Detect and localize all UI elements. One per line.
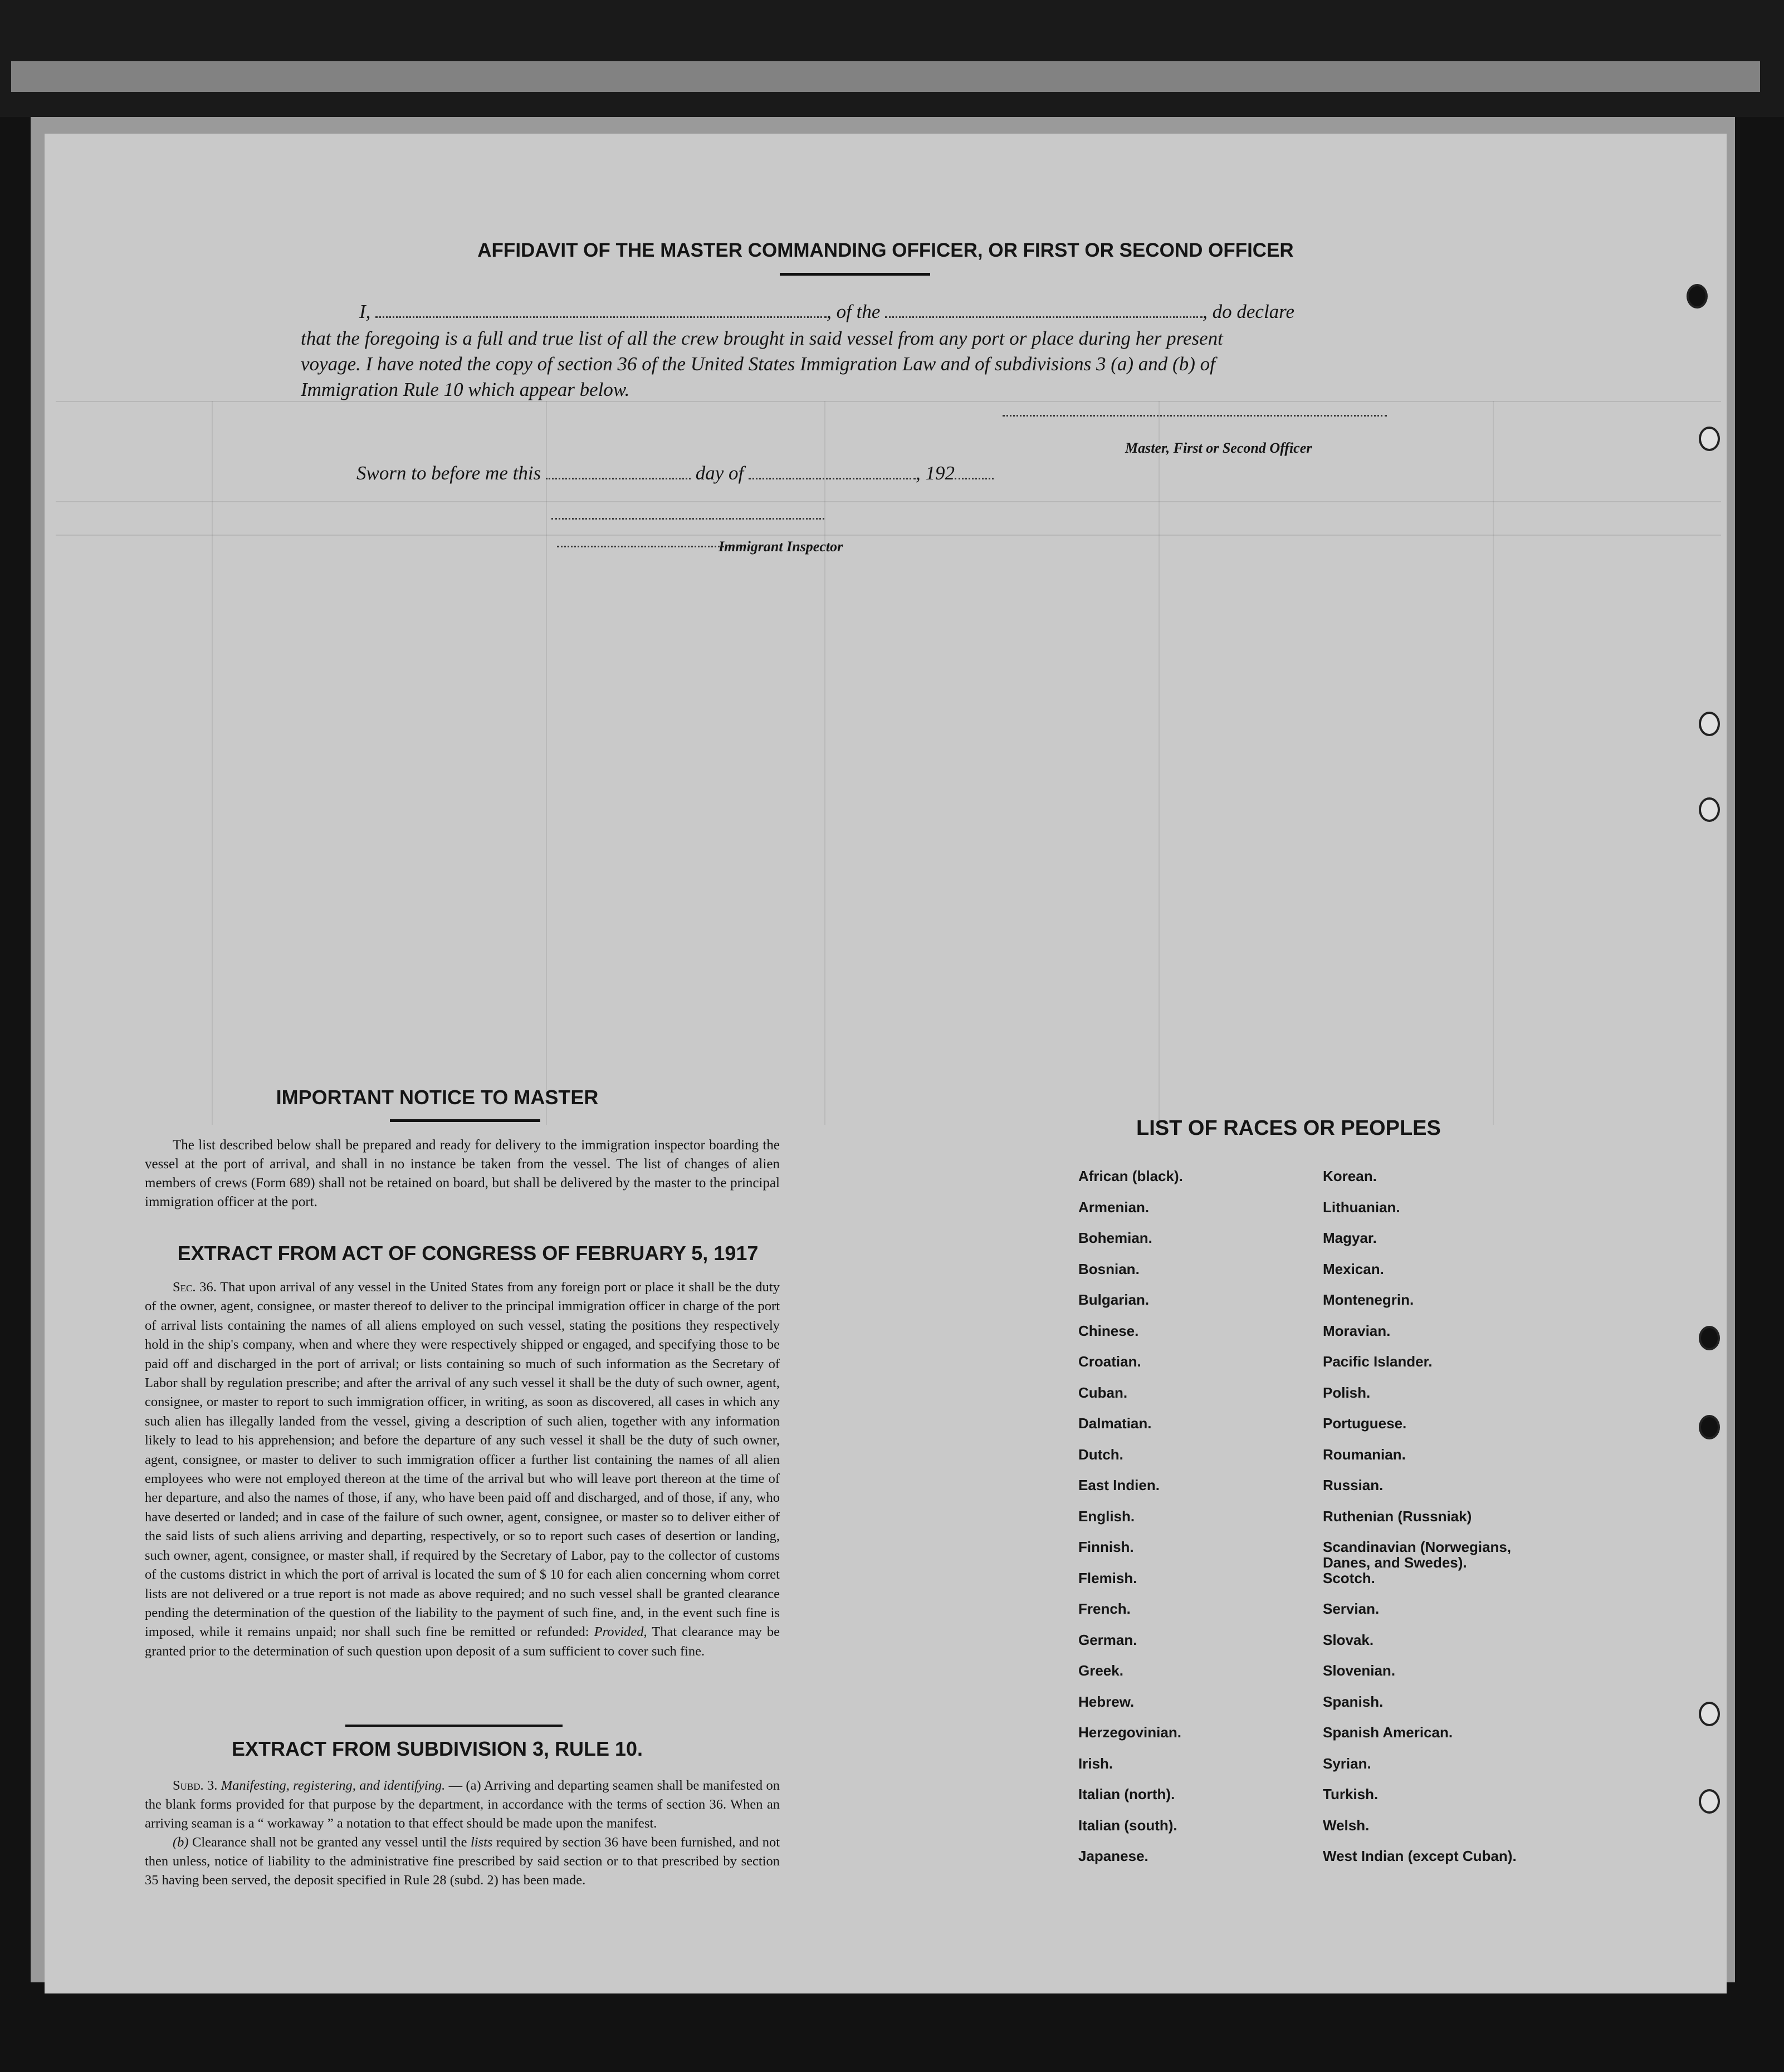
rule-a-text: Arriving and departing seamen shall be manifested on the blank forms provided for that purpose by the department, in accordance with the terms of section 36. When an arriving seaman is a “ workaway ” a notation to that effect should be made upon the manifest. (145, 1778, 780, 1831)
race-item: Pacific Islander. (1323, 1353, 1433, 1370)
rule-b-text-2: required by section 36 have been furnished, and not then unless, notice of liability to the administrative fine prescribed by said section or to that prescribed by section 35 having been served, the deposit specified in Rule 28 (subd. 2) has been made. (145, 1835, 780, 1888)
race-item: Bohemian. (1078, 1230, 1152, 1246)
act-body: That upon arrival of any vessel in the United States from any foreign port or place it shall be the duty of the owner, agent, consignee, or master thereof to deliver to the principal immigration officer in charge of the port of arrival lists containing the names of all aliens employed on such vessel, stating the positions they respectively hold in the ship's company, when and where they were respectively shipped or engaged, and specifying those to be paid off and discharged in the port of arrival; or lists containing so much of such information as the Secretary of Labor shall by regulation prescribe; and after the arrival of any such vessel it shall be the duty of such owner, agent, consignee, or master to report to such immigration officer, in writing, as soon as discovered, all cases in which any such alien has illegally landed from the vessel, giving a description of such alien, together with any information likely to lead to his apprehension; and before the departure of any such vessel it shall be the duty of such owner, agent, consignee, or master to deliver to such immigration officer a further list containing the names of all alien employees who were not employed thereon at the time of the arrival but who will leave port thereon at the time of her departure, and also the names of those, if any, who have been paid off and discharged, and of those, if any, who have deserted or landed; and in case of the failure of such owner, agent, consignee, or master so to deliver either of the said lists of such aliens arriving and departing, respectively, or so to report such cases of desertion or landing, such owner, agent, consignee, or master shall, if required by the Secretary of Labor, pay to the collector of customs of the customs district in which the port of arrival is located the sum of $ 10 for each alien concerning whom corret lists are not delivered or a true report is not made as above required; and no such vessel shall be granted clearance pending the determination of the question of the liability to the payment of such fine, and, in the event such fine is imposed, while it remains unpaid; nor shall such fine be remitted or refunded: (145, 1280, 780, 1640)
race-item: Hebrew. (1078, 1693, 1135, 1710)
binder-hole (1699, 1415, 1720, 1439)
races-list-left (1078, 1168, 1183, 1879)
document-page (45, 134, 1727, 1993)
race-item: Ruthenian (Russniak) (1323, 1507, 1472, 1525)
bleed-line (1159, 401, 1160, 1125)
binder-hole (1699, 427, 1720, 451)
month-blank (749, 478, 916, 479)
day-of-label: day of (695, 462, 744, 484)
race-item: Finnish. (1078, 1539, 1134, 1555)
race-item: Korean. (1323, 1168, 1377, 1184)
sworn-label: Sworn to before me this (356, 462, 541, 484)
binder-hole (1699, 797, 1720, 822)
name-blank (375, 316, 827, 318)
race-item: Mexican. (1323, 1260, 1384, 1277)
inspector-line-1 (551, 518, 824, 520)
race-item: Chinese. (1078, 1322, 1139, 1339)
day-blank (546, 478, 691, 479)
race-item: Flemish. (1078, 1569, 1137, 1586)
rule-b-text-1: Clearance shall not be granted any vessel until the (192, 1835, 467, 1850)
bleed-line (546, 401, 547, 1125)
rule-text (145, 1776, 780, 1890)
race-item: Montenegrin. (1323, 1291, 1414, 1308)
race-item: African (black). (1078, 1168, 1183, 1184)
race-item: Japanese. (1078, 1848, 1148, 1864)
race-item: West Indian (except Cuban). (1323, 1848, 1517, 1864)
race-item: Scotch. (1323, 1569, 1375, 1586)
race-item: Polish. (1323, 1384, 1371, 1401)
bleed-line (56, 535, 1721, 536)
binder-hole (1699, 712, 1720, 736)
binder-hole (1699, 1789, 1720, 1814)
year-label: , 192 (915, 462, 955, 484)
vessel-blank (885, 316, 1203, 318)
affidavit-heading: AFFIDAVIT OF THE MASTER COMMANDING OFFICER, OR FIRST OR SECOND OFFICER (477, 239, 1294, 261)
race-item: Herzegovinian. (1078, 1724, 1181, 1741)
races-heading: LIST OF RACES OR PEOPLES (1136, 1116, 1441, 1140)
race-item: French. (1078, 1600, 1131, 1617)
race-item: Servian. (1323, 1600, 1380, 1617)
paper-strip (11, 61, 1760, 92)
notice-heading: IMPORTANT NOTICE TO MASTER (276, 1086, 599, 1109)
race-item: Irish. (1078, 1755, 1113, 1772)
sworn-line (356, 462, 994, 484)
affidavit-i-label: I, (359, 301, 371, 322)
race-item: Bosnian. (1078, 1260, 1140, 1277)
race-item: German. (1078, 1631, 1137, 1648)
act-rule (345, 1725, 563, 1727)
act-tail: That clearance may be granted prior to the determination of such question upon deposit of a sum sufficient to cover such fine. (145, 1624, 780, 1659)
race-item: Lithuanian. (1323, 1198, 1400, 1216)
rule-b-label: (b) (173, 1835, 189, 1850)
race-item: Bulgarian. (1078, 1291, 1150, 1308)
act-provided: Provided, (594, 1624, 647, 1640)
act-section-label: Sec. 36. (173, 1280, 217, 1295)
rule-b-lists: lists (470, 1835, 493, 1850)
bleed-line (824, 401, 825, 1125)
race-item: Italian (south). (1078, 1816, 1177, 1834)
binder-hole (1699, 1326, 1720, 1350)
race-item: Spanish. (1323, 1693, 1384, 1710)
binder-hole (1687, 284, 1708, 308)
race-item: East Indien. (1078, 1477, 1160, 1493)
year-blank (955, 478, 994, 479)
race-item: Armenian. (1078, 1198, 1150, 1216)
race-item: Italian (north). (1078, 1786, 1175, 1802)
race-item: Cuban. (1078, 1384, 1128, 1401)
act-text (145, 1278, 780, 1661)
rule-a-label: — (a) (448, 1778, 481, 1793)
race-item: Turkish. (1323, 1786, 1379, 1802)
inspector-line-2 (557, 546, 724, 547)
notice-rule (390, 1119, 540, 1122)
race-item: Welsh. (1323, 1816, 1370, 1834)
binder-hole (1699, 1702, 1720, 1726)
affidavit-line-2: that the foregoing is a full and true list of all the crew brought in said vessel from any port or place during her present (301, 327, 1223, 349)
races-list-right (1323, 1168, 1517, 1879)
race-item: Greek. (1078, 1662, 1123, 1679)
notice-text (145, 1136, 780, 1212)
affidavit-do-declare: , do declare (1203, 301, 1295, 322)
affidavit-of-the: , of the (827, 301, 881, 322)
notice-paragraph: The list described below shall be prepared and ready for delivery to the immigration inspector boarding the vessel at the port of arrival, and shall in no instance be taken from the vessel. The list of changes of alien members of crews (Form 689) shall not be retained on board, but shall be delivered by the master to the principal immigration officer at the port. (145, 1138, 780, 1209)
race-item: Scandinavian (Norwegians, Danes, and Swedes). (1323, 1539, 1512, 1571)
race-item: Syrian. (1323, 1755, 1371, 1772)
race-item: Spanish American. (1323, 1724, 1453, 1741)
race-item: Dutch. (1078, 1446, 1123, 1463)
race-item: Dalmatian. (1078, 1415, 1152, 1432)
race-item: Roumanian. (1323, 1446, 1406, 1463)
rule-heading: EXTRACT FROM SUBDIVISION 3, RULE 10. (231, 1737, 643, 1760)
rule-subd-title: Manifesting, registering, and identifying. (221, 1778, 446, 1793)
heading-rule (780, 273, 930, 276)
race-item: Russian. (1323, 1477, 1384, 1493)
race-item: English. (1078, 1507, 1135, 1525)
affidavit-line-4: Immigration Rule 10 which appear below. (301, 379, 630, 400)
race-item: Croatian. (1078, 1353, 1141, 1370)
race-item: Slovenian. (1323, 1662, 1396, 1679)
bleed-line (212, 401, 213, 1125)
inspector-caption: Immigrant Inspector (719, 538, 843, 555)
affidavit-line-3: voyage. I have noted the copy of section 36 of the United States Immigration Law and of subdivisions 3 (a) and (b) of (301, 353, 1215, 375)
rule-subd-label: Subd. 3. (173, 1778, 218, 1793)
race-item: Moravian. (1323, 1322, 1391, 1339)
race-item: Magyar. (1323, 1230, 1377, 1246)
bleed-line (56, 401, 1721, 402)
officer-caption: Master, First or Second Officer (1125, 440, 1312, 456)
officer-signature-line (1003, 415, 1387, 417)
act-heading: EXTRACT FROM ACT OF CONGRESS OF FEBRUARY 5, 1917 (177, 1242, 759, 1265)
race-item: Slovak. (1323, 1631, 1374, 1648)
affidavit-line-1 (359, 301, 1294, 323)
scan-frame (0, 0, 1784, 117)
race-item: Portuguese. (1323, 1415, 1407, 1432)
bleed-line (1493, 401, 1494, 1125)
bleed-line (56, 501, 1721, 502)
